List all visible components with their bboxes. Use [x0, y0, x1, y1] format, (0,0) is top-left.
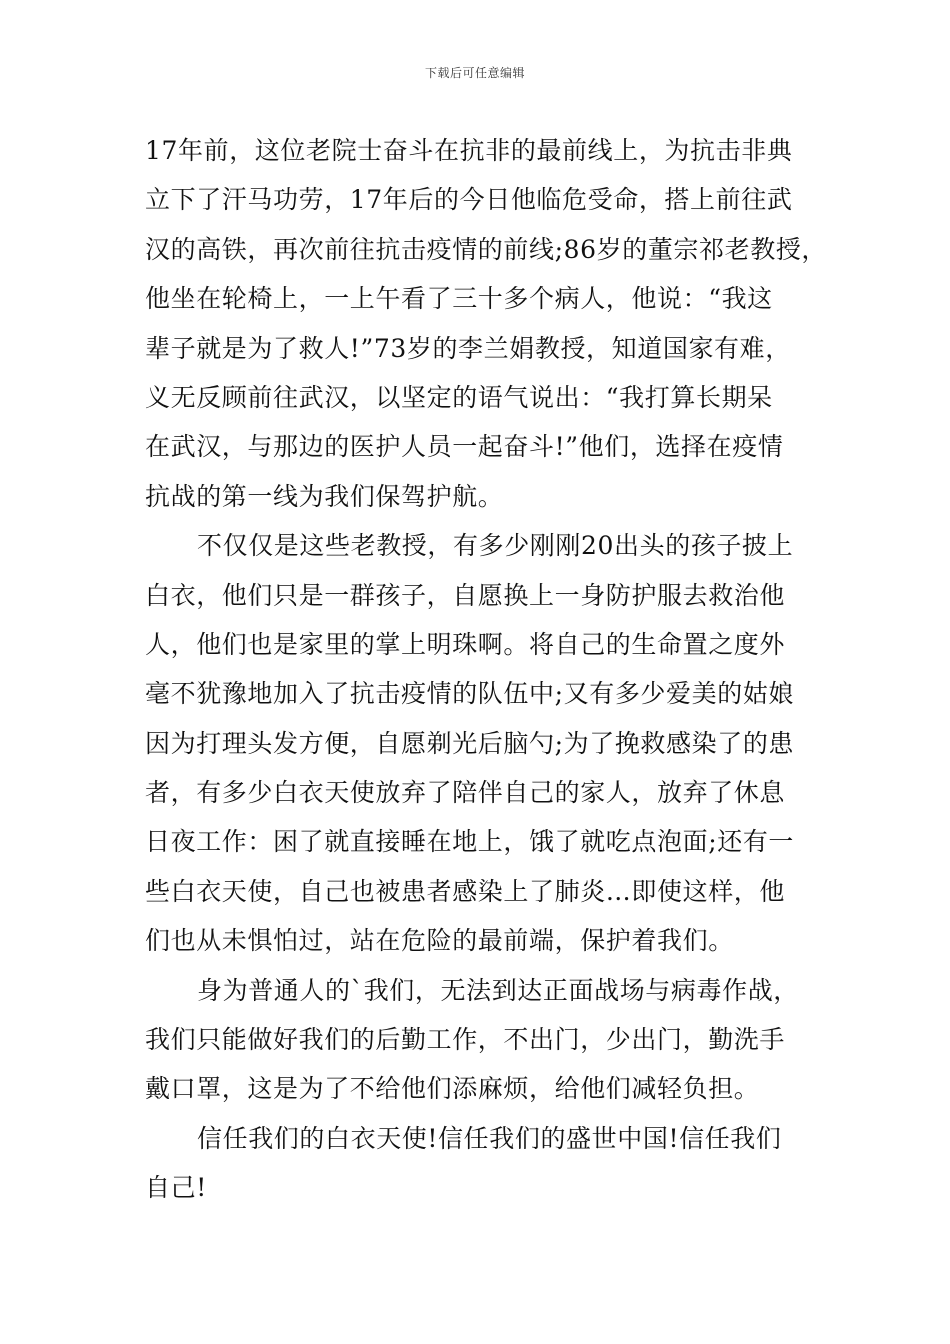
paragraph-line: 毫不犹豫地加入了抗击疫情的队伍中;又有多少爱美的姑娘 — [145, 679, 795, 709]
paragraph-line: 汉的高铁，再次前往抗击疫情的前线;86岁的董宗祁老教授， — [145, 234, 828, 264]
paragraph-line: 立下了汗马功劳，17年后的今日他临危受命，搭上前往武 — [145, 185, 793, 215]
paragraph-line: 信任我们的白衣天使!信任我们的盛世中国!信任我们 — [197, 1123, 782, 1153]
paragraph-line: 们也从未惧怕过，站在危险的最前端，保护着我们。 — [145, 926, 734, 956]
paragraph-line: 辈子就是为了救人!”73岁的李兰娟教授，知道国家有难， — [145, 333, 791, 363]
paragraph-line: 白衣，他们只是一群孩子，自愿换上一身防护服去救治他 — [145, 580, 786, 610]
document-body — [145, 126, 835, 1213]
paragraph-line: 人，他们也是家里的掌上明珠啊。将自己的生命置之度外 — [145, 629, 786, 659]
paragraph-line: 抗战的第一线为我们保驾护航。 — [145, 481, 504, 511]
paragraph-line: 在武汉，与那边的医护人员一起奋斗!”他们，选择在疫情 — [145, 432, 784, 462]
paragraph-line: 戴口罩，这是为了不给他们添麻烦，给他们减轻负担。 — [145, 1074, 760, 1104]
paragraph-line: 自己! — [145, 1173, 207, 1203]
paragraph-line: 我们只能做好我们的后勤工作，不出门，少出门，勤洗手 — [145, 1025, 786, 1055]
paragraph-line: 日夜工作：困了就直接睡在地上，饿了就吃点泡面;还有一 — [145, 827, 795, 857]
paragraph-line: 身为普通人的`我们，无法到达正面战场与病毒作战， — [197, 975, 799, 1005]
paragraph-line: 者，有多少白衣天使放弃了陪伴自己的家人，放弃了休息 — [145, 778, 786, 808]
paragraph-line: 义无反顾前往武汉，以坚定的语气说出：“我打算长期呆 — [145, 382, 773, 412]
paragraph-line: 因为打理头发方便，自愿剃光后脑勺;为了挽救感染了的患 — [145, 728, 795, 758]
paragraph-line: 他坐在轮椅上，一上午看了三十多个病人，他说：“我这 — [145, 284, 773, 314]
page-header: 下载后可任意编辑 — [424, 66, 525, 80]
paragraph-line: 些白衣天使，自己也被患者感染上了肺炎…即使这样，他 — [145, 876, 786, 906]
paragraph-line: 不仅仅是这些老教授，有多少刚刚20出头的孩子披上 — [197, 531, 794, 561]
paragraph-line: 17年前，这位老院士奋斗在抗非的最前线上，为抗击非典 — [145, 136, 793, 165]
